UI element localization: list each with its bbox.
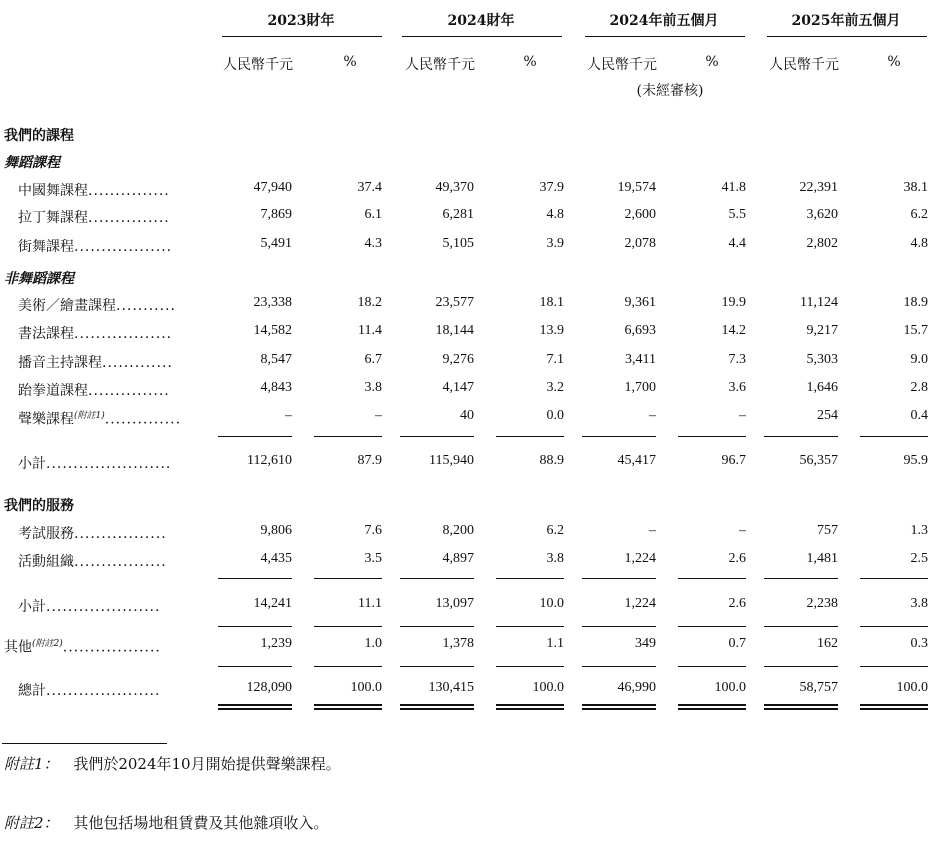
cell-percent: 87.9 [357,453,382,468]
total-double-rule [496,704,564,710]
rule [400,626,474,627]
cell-percent: 6.1 [364,207,382,222]
cell-percent: 4.8 [546,207,564,222]
cell-amount: 56,357 [799,453,838,468]
cell-percent: 4.3 [364,236,382,251]
unit-header: 人民幣千元 [587,57,657,73]
row-label [18,551,167,571]
unit-header: 人民幣千元 [223,57,293,73]
cell-percent: 41.8 [721,180,746,195]
subtotal-rule [314,578,382,579]
row-label [18,680,160,700]
row-label [18,295,176,315]
cell-percent: 0.4 [910,408,928,423]
row-leader-dots: ........... [116,298,176,314]
cell-percent: 13.9 [539,323,564,338]
cell-percent: 1.0 [364,636,382,651]
subtotal-rule [400,578,474,579]
cell-percent: 18.2 [357,295,382,310]
cell-amount: – [649,523,656,538]
cell-percent: 0.7 [728,636,746,651]
row-label-text: 書法課程 [18,326,74,342]
cell-percent: 100.0 [350,680,382,695]
cell-amount: 47,940 [253,180,292,195]
rule [764,666,838,667]
cell-amount: 6,693 [624,323,656,338]
cell-amount: 23,338 [253,295,292,310]
rule [400,666,474,667]
cell-percent: 7.1 [546,352,564,367]
subtotal-rule [496,578,564,579]
cell-amount: 757 [817,523,838,538]
subtotal-rule [678,578,746,579]
row-leader-dots: ................. [74,554,167,570]
period-header-2025-5m: 2025年前五個月 [791,13,901,29]
cell-percent: 0.3 [910,636,928,651]
cell-percent: – [375,408,382,423]
row-label-text: 考試服務 [18,526,74,542]
cell-amount: 45,417 [617,453,656,468]
footnote-rule [2,743,167,744]
row-label-text: 小計 [18,456,46,472]
cell-amount: 9,276 [442,352,474,367]
subtotal-rule [678,436,746,437]
cell-percent: 0.0 [546,408,564,423]
cell-percent: 14.2 [721,323,746,338]
subtotal-rule [860,578,928,579]
footnote-2 [4,812,328,833]
footnote-1-key: 附註1： [4,755,59,773]
cell-amount: 13,097 [435,596,474,611]
cell-percent: 15.7 [903,323,928,338]
cell-amount: 2,078 [624,236,656,251]
cell-amount: 5,303 [806,352,838,367]
row-label-text: 播音主持課程 [18,355,102,371]
rule [218,626,292,627]
subtotal-rule [496,436,564,437]
cell-amount: 112,610 [247,453,292,468]
rule [860,666,928,667]
row-label [18,408,181,429]
subtotal-rule [218,578,292,579]
cell-amount: 1,224 [624,596,656,611]
cell-percent: 6.7 [364,352,382,367]
row-footnote-ref: (附註2) [32,639,63,649]
cell-amount: 22,391 [799,180,838,195]
cell-percent: 19.9 [721,295,746,310]
row-footnote-ref: (附註1) [74,411,105,421]
header-rule [402,36,562,37]
cell-amount: 254 [817,408,838,423]
row-label [18,323,172,343]
cell-percent: 1.3 [910,523,928,538]
pct-header: % [705,54,719,70]
period-header-2023: 2023財年 [267,13,335,29]
row-label [18,380,170,400]
cell-percent: 3.8 [364,380,382,395]
cell-amount: 1,224 [624,551,656,566]
cell-amount: 9,217 [806,323,838,338]
cell-amount: 23,577 [435,295,474,310]
cell-percent: 3.8 [910,596,928,611]
row-leader-dots: ............... [88,383,170,399]
subtotal-rule [314,436,382,437]
row-label-text: 總計 [18,683,46,699]
cell-percent: 3.2 [546,380,564,395]
rule [496,666,564,667]
cell-percent: 37.4 [357,180,382,195]
cell-amount: 11,124 [800,295,838,310]
row-label-text: 小計 [18,599,46,615]
row-leader-dots: ............. [102,355,173,371]
row-label-text: 拉丁舞課程 [18,210,88,226]
cell-amount: 5,105 [442,236,474,251]
rule [314,666,382,667]
footnote-1-text: 我們於2024年10月開始提供聲樂課程。 [73,755,341,773]
cell-amount: 4,435 [260,551,292,566]
cell-percent: 6.2 [910,207,928,222]
row-leader-dots: .................. [62,639,161,656]
footnote-2-key: 附註2： [4,814,59,832]
row-leader-dots: .................. [74,326,173,342]
header-rule [222,36,382,37]
cell-amount: 18,144 [435,323,474,338]
total-double-rule [314,704,382,710]
rule [860,626,928,627]
rule [314,626,382,627]
row-label [18,236,172,256]
cell-amount: 49,370 [435,180,474,195]
row-leader-dots: ....................... [46,456,172,472]
period-header-2024: 2024財年 [447,13,515,29]
cell-percent: 6.2 [546,523,564,538]
row-label [4,636,161,657]
cell-amount: 14,582 [253,323,292,338]
cell-percent: 7.6 [364,523,382,538]
cell-percent: 38.1 [903,180,928,195]
subtotal-rule [860,436,928,437]
cell-amount: 7,869 [260,207,292,222]
cell-percent: 7.3 [728,352,746,367]
row-leader-dots: ............... [88,183,170,199]
cell-amount: 9,361 [624,295,656,310]
row-label [18,453,171,473]
subtotal-rule [764,436,838,437]
cell-amount: 3,620 [806,207,838,222]
cell-percent: 95.9 [903,453,928,468]
cell-percent: 3.6 [728,380,746,395]
footnote-1 [4,753,341,774]
rule [764,626,838,627]
total-double-rule [582,704,656,710]
cell-percent: 3.5 [364,551,382,566]
total-double-rule [400,704,474,710]
cell-amount: 58,757 [799,680,838,695]
row-label-text: 美術／繪畫課程 [18,298,116,314]
unaudited-label: (未經審核) [636,83,704,99]
row-leader-dots: ................. [74,526,167,542]
cell-percent: 11.4 [358,323,382,338]
subtotal-rule [582,578,656,579]
cell-amount: 8,200 [442,523,474,538]
row-leader-dots: ............... [88,210,170,226]
cell-percent: 4.4 [728,236,746,251]
unit-header: 人民幣千元 [405,57,475,73]
cell-percent: – [739,408,746,423]
cell-amount: 115,940 [429,453,474,468]
pct-header: % [523,54,537,70]
cell-amount: 4,897 [442,551,474,566]
subtotal-rule [582,436,656,437]
cell-amount: 349 [635,636,656,651]
row-label-text: 街舞課程 [18,239,74,255]
cell-percent: 96.7 [721,453,746,468]
subtotal-rule [218,436,292,437]
cell-percent: 2.6 [728,551,746,566]
cell-amount: 1,239 [260,636,292,651]
section-our-services: 我們的服務 [4,498,74,514]
subtotal-rule [764,578,838,579]
cell-percent: 11.1 [358,596,382,611]
row-label [18,352,173,372]
cell-amount: 46,990 [617,680,656,695]
row-leader-dots: .............. [104,411,182,428]
pct-header: % [343,54,357,70]
cell-amount: 128,090 [246,680,292,695]
section-dance-courses: 舞蹈課程 [4,155,60,171]
subtotal-rule [400,436,474,437]
unit-header: 人民幣千元 [769,57,839,73]
cell-amount: 1,646 [806,380,838,395]
row-label [18,180,170,200]
cell-percent: 18.9 [903,295,928,310]
cell-amount: 8,547 [260,352,292,367]
section-non-dance-courses: 非舞蹈課程 [4,271,74,287]
row-label [18,523,167,543]
cell-percent: 37.9 [539,180,564,195]
cell-percent: 3.9 [546,236,564,251]
cell-amount: 40 [460,408,474,423]
rule [582,626,656,627]
cell-percent: 2.6 [728,596,746,611]
rule [678,666,746,667]
cell-amount: 2,238 [806,596,838,611]
header-rule [585,36,745,37]
cell-percent: 10.0 [539,596,564,611]
cell-percent: 2.8 [910,380,928,395]
cell-amount: – [649,408,656,423]
row-label-text: 聲樂課程 [18,411,74,428]
rule [678,626,746,627]
row-leader-dots: .................. [74,239,173,255]
cell-percent: 9.0 [910,352,928,367]
cell-amount: 19,574 [617,180,656,195]
section-our-courses: 我們的課程 [4,128,74,144]
cell-amount: 14,241 [253,596,292,611]
cell-percent: 100.0 [532,680,564,695]
cell-amount: – [285,408,292,423]
cell-amount: 2,600 [624,207,656,222]
cell-percent: 3.8 [546,551,564,566]
cell-amount: 1,700 [624,380,656,395]
rule [582,666,656,667]
rule [218,666,292,667]
cell-amount: 130,415 [428,680,474,695]
cell-amount: 1,378 [442,636,474,651]
cell-amount: 6,281 [442,207,474,222]
cell-percent: 2.5 [910,551,928,566]
cell-percent: 18.1 [539,295,564,310]
cell-amount: 9,806 [260,523,292,538]
cell-amount: 4,147 [442,380,474,395]
pct-header: % [887,54,901,70]
cell-percent: 4.8 [910,236,928,251]
cell-percent: 5.5 [728,207,746,222]
cell-percent: 1.1 [546,636,564,651]
cell-percent: 100.0 [714,680,746,695]
cell-amount: 3,411 [625,352,656,367]
row-label-text: 跆拳道課程 [18,383,88,399]
row-leader-dots: ..................... [46,599,161,615]
total-double-rule [678,704,746,710]
cell-percent: 100.0 [896,680,928,695]
row-label [18,596,160,616]
cell-amount: 162 [817,636,838,651]
header-rule [767,36,927,37]
cell-amount: 2,802 [806,236,838,251]
cell-amount: 5,491 [260,236,292,251]
cell-amount: 4,843 [260,380,292,395]
footnote-2-text: 其他包括場地租賃費及其他雜項收入。 [73,814,329,832]
row-label-text: 其他 [4,639,32,656]
total-double-rule [218,704,292,710]
row-label [18,207,170,227]
total-double-rule [860,704,928,710]
row-leader-dots: ..................... [46,683,161,699]
rule [496,626,564,627]
period-header-2024-5m: 2024年前五個月 [609,13,719,29]
row-label-text: 中國舞課程 [18,183,88,199]
row-label-text: 活動組織 [18,554,74,570]
cell-percent: – [739,523,746,538]
cell-percent: 88.9 [539,453,564,468]
cell-amount: 1,481 [806,551,838,566]
total-double-rule [764,704,838,710]
